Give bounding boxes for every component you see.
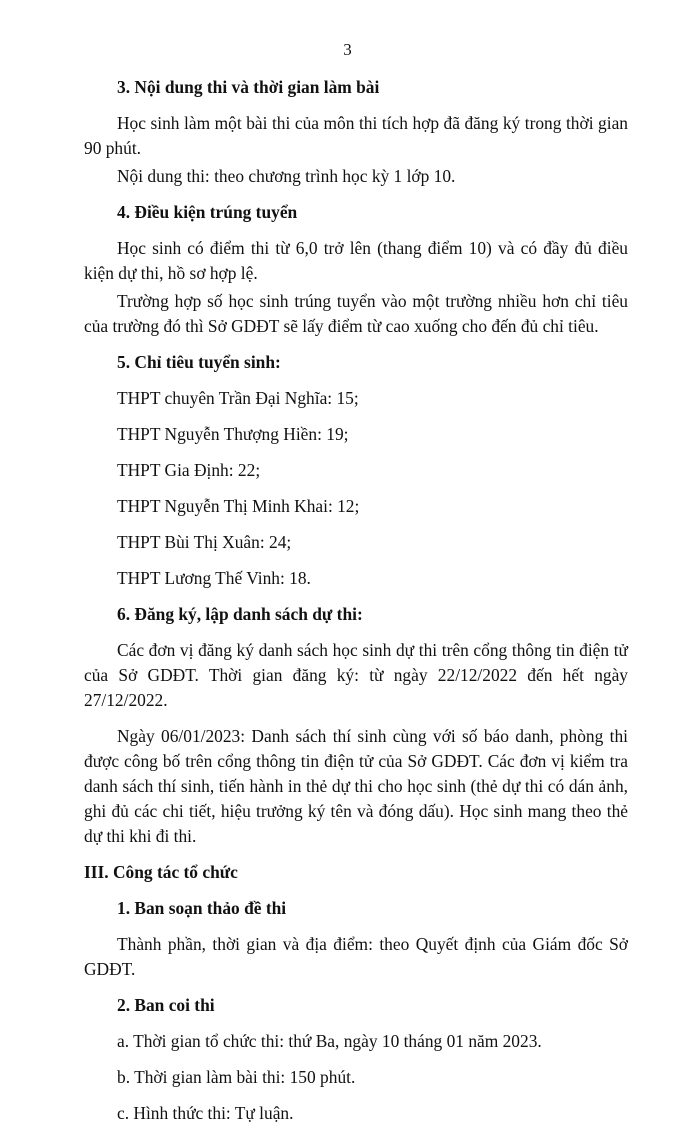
drafting-board-heading: 1. Ban soạn thảo đề thi xyxy=(117,898,287,918)
section-3-paragraph-1: Học sinh làm một bài thi của môn thi tích hợp đã đăng ký trong thời gian 90 phút. xyxy=(84,113,628,158)
proctor-item: b. Thời gian làm bài thi: 150 phút. xyxy=(117,1067,356,1087)
section-6-paragraph-1: Các đơn vị đăng ký danh sách học sinh dự thi trên cổng thông tin điện tử của Sở GDĐT. Thời gian đăng ký: từ ngày 22/12/2022 đến hết ngày 27/12/2022. xyxy=(84,640,628,710)
quota-item: THPT Lương Thế Vinh: 18. xyxy=(117,568,311,588)
proctor-item: a. Thời gian tổ chức thi: thứ Ba, ngày 10 tháng 01 năm 2023. xyxy=(117,1031,542,1051)
quota-item: THPT chuyên Trần Đại Nghĩa: 15; xyxy=(117,388,359,408)
section-3-paragraph-2: Nội dung thi: theo chương trình học kỳ 1 lớp 10. xyxy=(117,166,456,186)
quota-item: THPT Bùi Thị Xuân: 24; xyxy=(117,532,292,552)
section-6-heading: 6. Đăng ký, lập danh sách dự thi: xyxy=(117,604,363,624)
section-5-heading: 5. Chỉ tiêu tuyển sinh: xyxy=(117,352,281,372)
proctor-item: c. Hình thức thi: Tự luận. xyxy=(117,1103,294,1123)
section-3-heading: 3. Nội dung thi và thời gian làm bài xyxy=(117,77,380,97)
document-body xyxy=(84,75,628,1137)
section-4-paragraph-2: Trường hợp số học sinh trúng tuyển vào một trường nhiều hơn chỉ tiêu của trường đó thì Sở GDĐT sẽ lấy điểm từ cao xuống cho đến đủ chỉ tiêu. xyxy=(84,291,628,336)
section-6-paragraph-2: Ngày 06/01/2023: Danh sách thí sinh cùng với số báo danh, phòng thi được công bố trên cổng thông tin điện tử của Sở GDĐT. Các đơn vị kiểm tra danh sách thí sinh, tiến hành in thẻ dự thi cho học sinh (thẻ dự thi có dán ảnh, ghi đủ các chi tiết, hiệu trưởng ký tên và đóng dấu). Học sinh mang theo thẻ dự thi khi đi thi. xyxy=(84,726,628,846)
proctor-board-heading: 2. Ban coi thi xyxy=(117,995,215,1015)
section-iii-heading: III. Công tác tổ chức xyxy=(84,862,238,882)
page-number: 3 xyxy=(343,40,352,59)
quota-item: THPT Nguyễn Thượng Hiền: 19; xyxy=(117,424,349,444)
section-4-heading: 4. Điều kiện trúng tuyển xyxy=(117,202,298,222)
drafting-board-paragraph: Thành phần, thời gian và địa điểm: theo Quyết định của Giám đốc Sở GDĐT. xyxy=(84,934,628,979)
quota-item: THPT Gia Định: 22; xyxy=(117,460,261,480)
quota-item: THPT Nguyễn Thị Minh Khai: 12; xyxy=(117,496,360,516)
section-4-paragraph-1: Học sinh có điểm thi từ 6,0 trở lên (thang điểm 10) và có đầy đủ điều kiện dự thi, hồ sơ hợp lệ. xyxy=(84,238,628,283)
